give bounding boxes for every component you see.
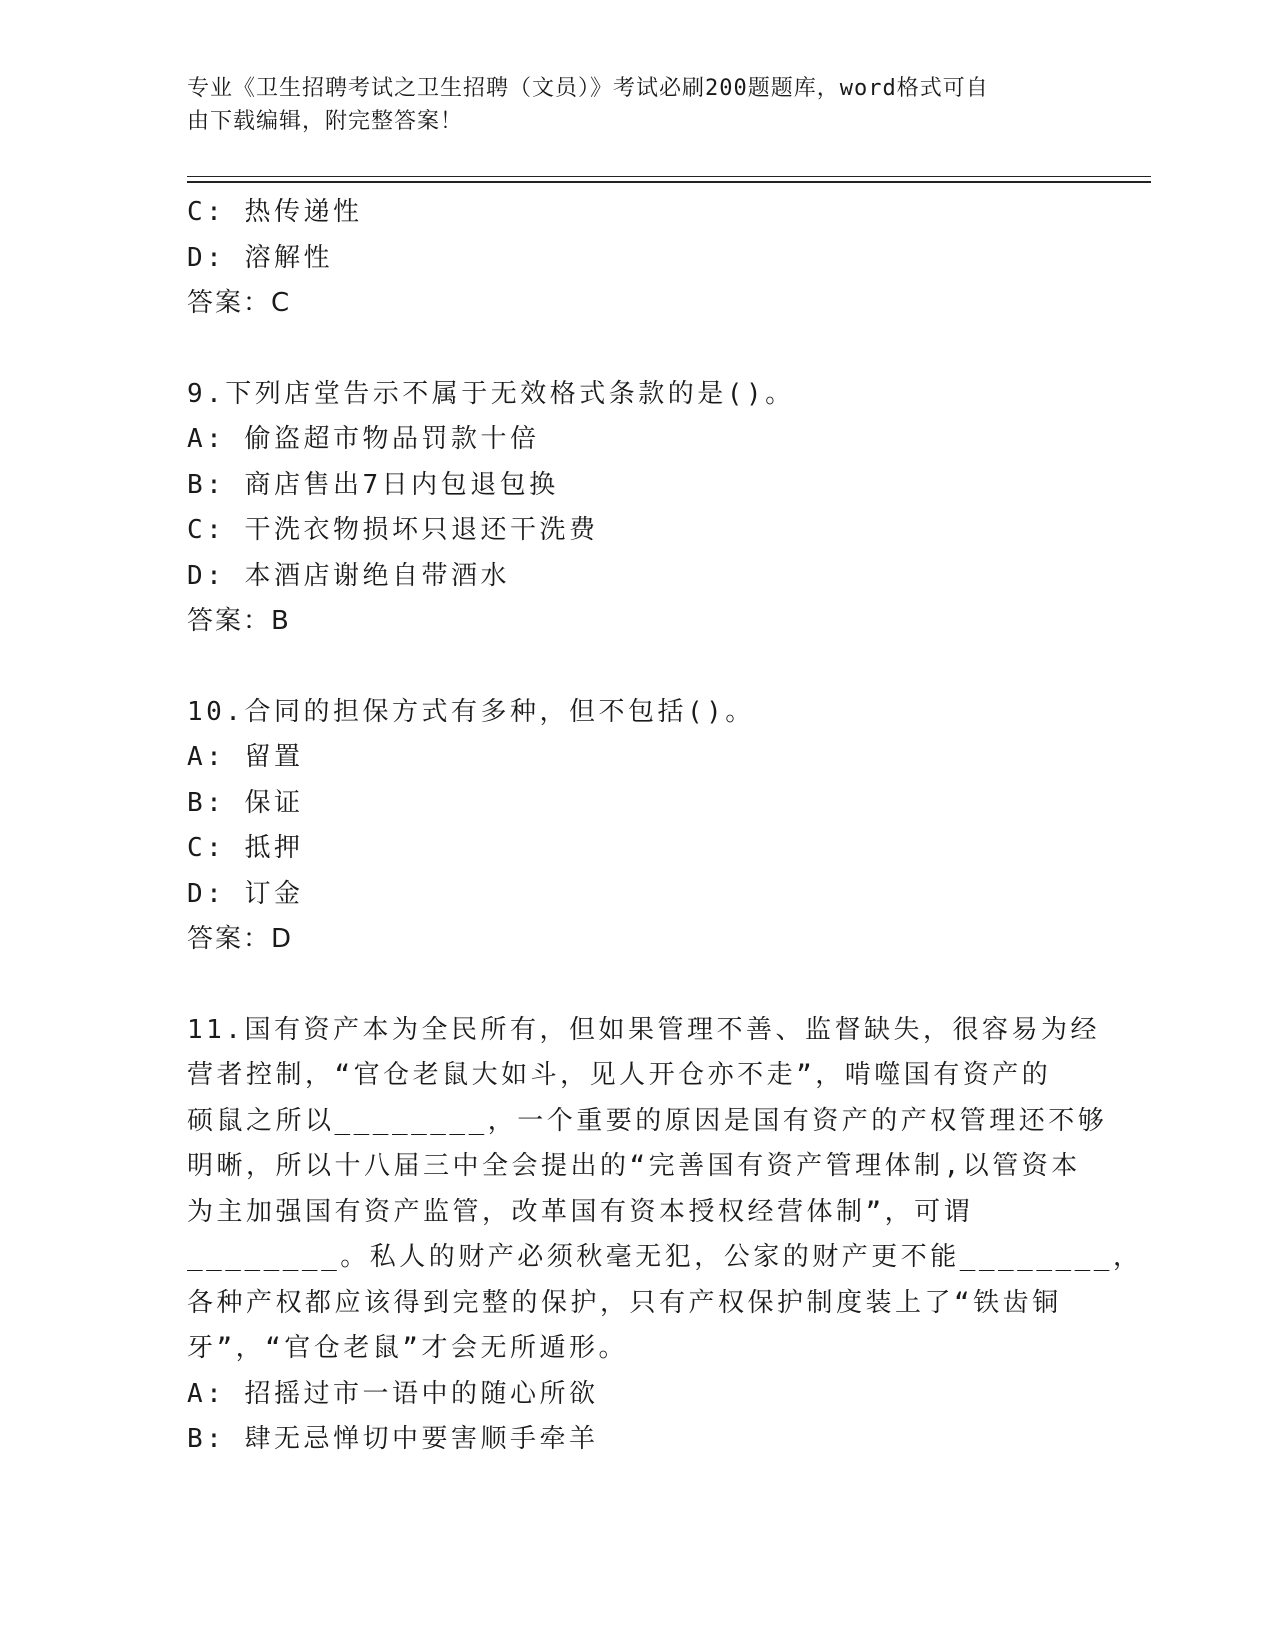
q9-stem: 9.下列店堂告示不属于无效格式条款的是()。 xyxy=(187,378,795,409)
q9-option-b: B: 商店售出7日内包退包换 xyxy=(187,469,559,500)
q11-stem-line: 牙”，“官仓老鼠”才会无所遁形。 xyxy=(187,1333,628,1363)
question-list xyxy=(187,190,1143,1463)
q10-answer: 答案：D xyxy=(187,924,294,954)
q11-stem-line: 为主加强国有资产监管，改革国有资本授权经营体制”，可谓 xyxy=(187,1196,974,1227)
q10-stem: 10.合同的担保方式有多种，但不包括()。 xyxy=(187,696,755,727)
q10-option-d: D: 订金 xyxy=(187,878,304,909)
q8-option-c: C: 热传递性 xyxy=(187,197,363,227)
q11-option-a: A: 招摇过市一语中的随心所欲 xyxy=(187,1378,599,1409)
document-header xyxy=(187,72,1087,138)
q9-option-a: A: 偷盗超市物品罚款十倍 xyxy=(187,424,540,454)
q11-stem-line: ________。私人的财产必须秋毫无犯，公家的财产更不能________， xyxy=(187,1242,1143,1272)
q9-answer: 答案：B xyxy=(187,606,291,636)
q11-stem-line: 硕鼠之所以________，一个重要的原因是国有资产的产权管理还不够 xyxy=(187,1105,1108,1136)
header-divider-thick xyxy=(187,181,1151,183)
header-line-2: 由下载编辑，附完整答案！ xyxy=(187,109,464,134)
q10-option-c: C: 抵押 xyxy=(187,833,304,863)
q10-option-a: A: 留置 xyxy=(187,742,304,772)
q8-option-d: D: 溶解性 xyxy=(187,242,333,273)
q10-option-b: B: 保证 xyxy=(187,787,304,818)
q9-option-d: D: 本酒店谢绝自带酒水 xyxy=(187,560,510,591)
q11-stem-line: 各种产权都应该得到完整的保护，只有产权保护制度装上了“铁齿铜 xyxy=(187,1287,1062,1318)
q9-option-c: C: 干洗衣物损坏只退还干洗费 xyxy=(187,515,599,545)
q11-stem-line: 11.国有资产本为全民所有，但如果管理不善、监督缺失，很容易为经 xyxy=(187,1014,1100,1045)
q11-stem-line: 营者控制，“官仓老鼠大如斗，见人开仓亦不走”，啃噬国有资产的 xyxy=(187,1060,1052,1090)
header-divider-thin xyxy=(187,176,1151,177)
q8-answer: 答案：C xyxy=(187,288,292,318)
q11-option-b: B: 肆无忌惮切中要害顺手牵羊 xyxy=(187,1424,599,1454)
q11-stem-line: 明晰，所以十八届三中全会提出的“完善国有资产管理体制,以管资本 xyxy=(187,1151,1081,1181)
header-line-1: 专业《卫生招聘考试之卫生招聘（文员）》考试必刷200题题库，word格式可自 xyxy=(187,76,989,101)
